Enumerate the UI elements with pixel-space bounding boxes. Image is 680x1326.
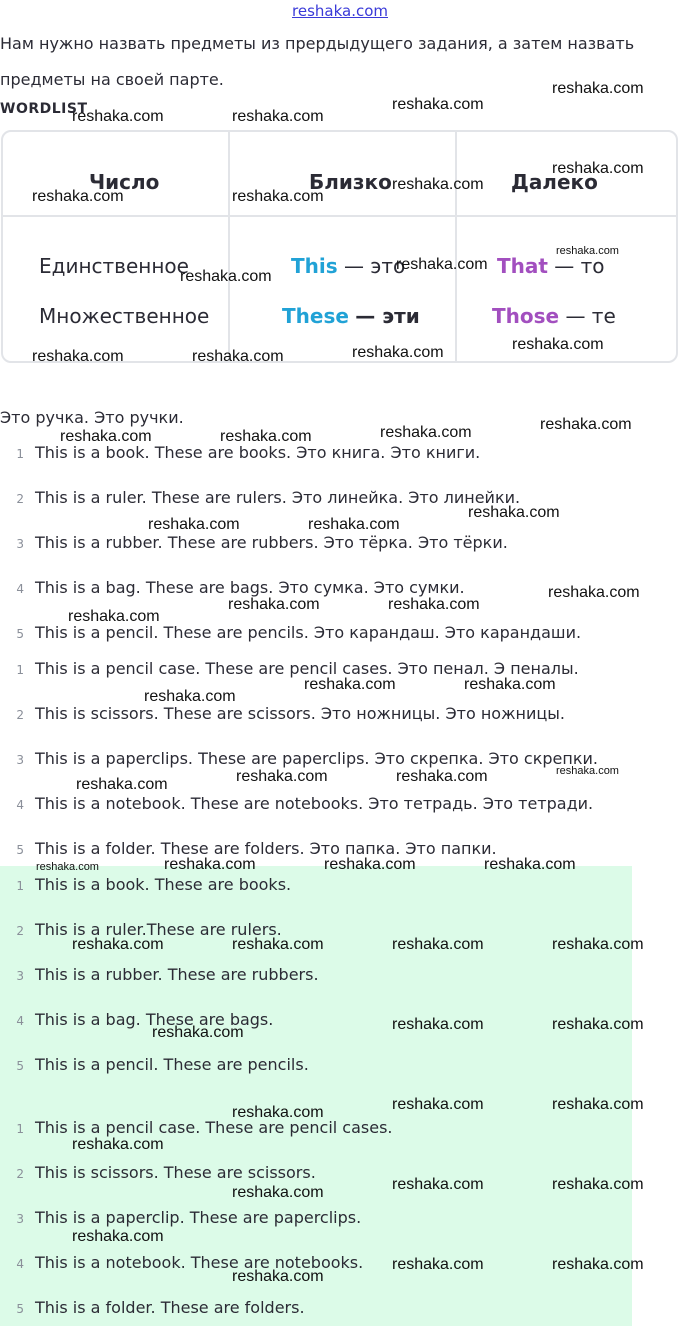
line-number: 3 <box>16 753 24 767</box>
watermark: reshaka.com <box>392 1176 484 1193</box>
watermark: reshaka.com <box>232 1268 324 1285</box>
watermark: reshaka.com <box>72 1228 164 1245</box>
header-number: Число <box>89 170 160 194</box>
answer-line <box>0 1163 316 1182</box>
answer-line <box>0 965 319 984</box>
line-text: This is scissors. These are scissors. <box>35 1163 316 1182</box>
watermark: reshaka.com <box>232 1104 324 1121</box>
line-text: This is a bag. These are bags. <box>35 1010 274 1029</box>
line-text: This is a paperclips. These are paperclips. Это скрепка. Это скрепки. <box>35 749 598 768</box>
watermark: reshaka.com <box>72 108 164 125</box>
near-singular-translation: — это <box>344 254 406 278</box>
line-text: This is a bag. These are bags. Это сумка. Это сумки. <box>35 578 465 597</box>
line-text: This is a pencil. These are pencils. <box>35 1055 309 1074</box>
line-text: This is a notebook. These are notebooks. <box>35 1253 364 1272</box>
watermark: reshaka.com <box>236 768 328 785</box>
watermark: reshaka.com <box>552 1016 644 1033</box>
line-text: This is a paperclip. These are paperclips. <box>35 1208 362 1227</box>
line-number: 2 <box>16 708 24 722</box>
watermark: reshaka.com <box>60 428 152 445</box>
watermark: reshaka.com <box>540 416 632 433</box>
line-text: This is a book. These are books. <box>35 875 292 894</box>
watermark: reshaka.com <box>392 1016 484 1033</box>
watermark: reshaka.com <box>164 856 256 873</box>
watermark: reshaka.com <box>552 80 644 97</box>
exercise-line <box>0 578 465 597</box>
watermark: reshaka.com <box>220 428 312 445</box>
line-number: 4 <box>16 798 24 812</box>
watermark: reshaka.com <box>552 1176 644 1193</box>
line-number: 5 <box>16 627 24 641</box>
watermark: reshaka.com <box>396 256 488 273</box>
watermark: reshaka.com <box>180 268 272 285</box>
far-plural <box>492 304 616 328</box>
watermark: reshaka.com <box>552 936 644 953</box>
wordlist-label: WORDLIST <box>0 101 88 117</box>
line-text: This is a pencil. These are pencils. Это карандаш. Это карандаши. <box>35 623 582 642</box>
line-text: This is a pencil case. These are pencil cases. Это пенал. Э пеналы. <box>35 659 579 678</box>
far-singular-translation: — то <box>554 254 605 278</box>
near-singular <box>291 254 405 278</box>
line-number: 4 <box>16 582 24 596</box>
line-number: 4 <box>16 1014 24 1028</box>
line-number: 5 <box>16 843 24 857</box>
line-number: 3 <box>16 969 24 983</box>
near-plural-word: These <box>282 304 349 328</box>
table-divider <box>228 132 230 361</box>
watermark: reshaka.com <box>152 1024 244 1041</box>
watermark: reshaka.com <box>144 688 236 705</box>
line-number: 4 <box>16 1257 24 1271</box>
row-plural-label: Множественное <box>39 304 210 328</box>
line-text: This is a folder. These are folders. <box>35 1298 305 1317</box>
watermark: reshaka.com <box>36 861 99 873</box>
watermark: reshaka.com <box>308 516 400 533</box>
watermark: reshaka.com <box>392 936 484 953</box>
watermark: reshaka.com <box>512 336 604 353</box>
watermark: reshaka.com <box>552 160 644 177</box>
watermark: reshaka.com <box>552 1096 644 1113</box>
line-text: This is a folder. These are folders. Это папка. Это папки. <box>35 839 497 858</box>
watermark: reshaka.com <box>228 596 320 613</box>
watermark: reshaka.com <box>232 108 324 125</box>
line-number: 2 <box>16 492 24 506</box>
watermark: reshaka.com <box>324 856 416 873</box>
watermark: reshaka.com <box>380 424 472 441</box>
line-number: 5 <box>16 1302 24 1316</box>
line-number: 2 <box>16 1167 24 1181</box>
watermark: reshaka.com <box>68 608 160 625</box>
exercise-line <box>0 533 508 552</box>
line-number: 3 <box>16 537 24 551</box>
far-plural-translation: — те <box>565 304 616 328</box>
watermark: reshaka.com <box>76 776 168 793</box>
line-number: 2 <box>16 924 24 938</box>
watermark: reshaka.com <box>556 245 619 257</box>
site-link[interactable]: reshaka.com <box>292 2 388 20</box>
line-text: This is a ruler. These are rulers. Это линейка. Это линейки. <box>35 488 521 507</box>
watermark: reshaka.com <box>192 348 284 365</box>
watermark: reshaka.com <box>392 96 484 113</box>
watermark: reshaka.com <box>392 1256 484 1273</box>
watermark: reshaka.com <box>232 936 324 953</box>
line-number: 1 <box>16 663 24 677</box>
exercise-line <box>0 704 565 723</box>
line-text: This is a book. These are books. Это книга. Это книги. <box>35 443 481 462</box>
header-far: Далеко <box>511 170 598 194</box>
line-text: This is scissors. These are scissors. Это ножницы. Это ножницы. <box>35 704 565 723</box>
line-number: 1 <box>16 879 24 893</box>
watermark: reshaka.com <box>148 516 240 533</box>
watermark: reshaka.com <box>72 936 164 953</box>
exercise-line <box>0 794 593 813</box>
intro-text: Нам нужно назвать предметы из прердыдущего задания, а затем назвать предметы на своей парте. <box>0 34 635 89</box>
watermark: reshaka.com <box>468 504 560 521</box>
row-singular-label: Единственное <box>39 254 189 278</box>
line-text: This is a notebook. These are notebooks. Это тетрадь. Это тетради. <box>35 794 594 813</box>
watermark: reshaka.com <box>388 596 480 613</box>
watermark: reshaka.com <box>232 1184 324 1201</box>
answer-line <box>0 1208 361 1227</box>
watermark: reshaka.com <box>72 1136 164 1153</box>
line-text: This is a rubber. These are rubbers. Это тёрка. Это тёрки. <box>35 533 508 552</box>
watermark: reshaka.com <box>396 768 488 785</box>
watermark: reshaka.com <box>304 676 396 693</box>
near-plural <box>282 304 420 328</box>
far-singular <box>497 254 605 278</box>
watermark: reshaka.com <box>392 1096 484 1113</box>
watermark: reshaka.com <box>352 344 444 361</box>
near-singular-word: This <box>291 254 338 278</box>
watermark: reshaka.com <box>464 676 556 693</box>
watermark: reshaka.com <box>32 188 124 205</box>
watermark: reshaka.com <box>556 765 619 777</box>
watermark: reshaka.com <box>32 348 124 365</box>
line-number: 3 <box>16 1212 24 1226</box>
watermark: reshaka.com <box>548 584 640 601</box>
answer-line <box>0 1298 305 1317</box>
line-number: 5 <box>16 1059 24 1073</box>
near-plural-translation: — эти <box>355 304 420 328</box>
header-near: Близко <box>309 170 392 194</box>
example-text: Это ручка. Это ручки. <box>0 408 184 427</box>
answer-line <box>0 1055 309 1074</box>
line-text: This is a ruler.These are rulers. <box>35 920 282 939</box>
line-number: 1 <box>16 1122 24 1136</box>
watermark: reshaka.com <box>232 188 324 205</box>
answer-line <box>0 1118 393 1137</box>
far-singular-word: That <box>497 254 548 278</box>
table-divider <box>3 215 676 217</box>
table-divider <box>455 132 457 361</box>
exercise-line <box>0 488 520 507</box>
watermark: reshaka.com <box>392 176 484 193</box>
watermark: reshaka.com <box>484 856 576 873</box>
line-text: This is a rubber. These are rubbers. <box>35 965 319 984</box>
exercise-line <box>0 749 598 768</box>
far-plural-word: Those <box>492 304 560 328</box>
line-text: This is a pencil case. These are pencil cases. <box>35 1118 393 1137</box>
line-number: 1 <box>16 447 24 461</box>
watermark: reshaka.com <box>552 1256 644 1273</box>
answer-line <box>0 875 291 894</box>
